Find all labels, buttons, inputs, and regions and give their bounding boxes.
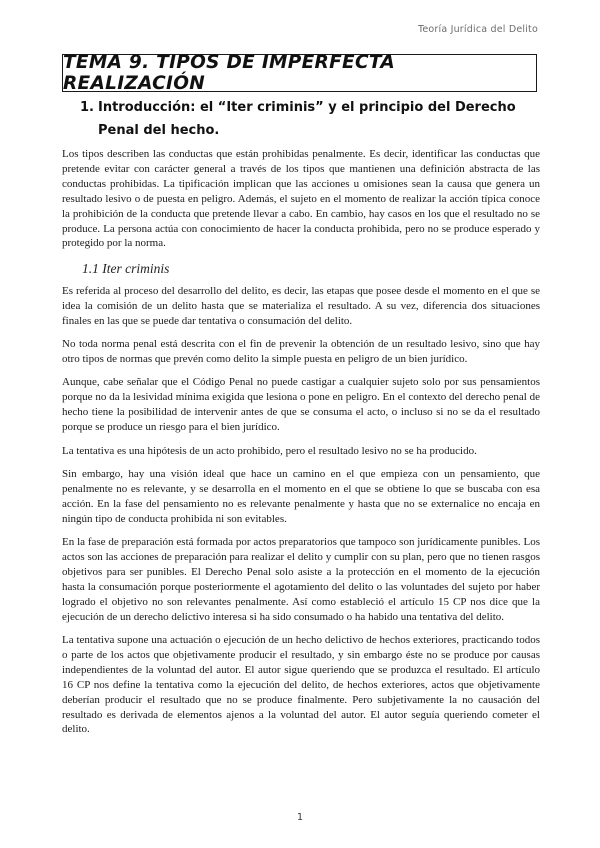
body-paragraph: La tentativa supone una actuación o ejecución de un hecho delictivo de hechos exteriores, practicando todos o parte de los actos que objetivamente producir el resultado, y sin embargo éste no se produce por causas independientes de la voluntad del autor. El autor sigue queriendo que se produzca el resultado. El artículo 16 CP nos define la tentativa como la ejecución del delito, de hechos exteriores, actos que objetivamente deberían producir el resultado que no se produce finalmente. Pero subjetivamente la no causación del resultado es derivada de elementos ajenos a la voluntad del autor. El autor seguía queriendo cometer el delito. [62, 633, 540, 736]
section-heading-text: Introducción: el “Iter criminis” y el principio del Derecho Penal del hecho. [98, 100, 516, 138]
body-paragraph: La tentativa es una hipótesis de un acto prohibido, pero el resultado lesivo no se ha producido. [62, 444, 477, 457]
body-paragraph: Aunque, cabe señalar que el Código Penal no puede castigar a cualquier sujeto solo por sus pensamientos porque no da la lesividad mínima exigida que lesiona o pone en peligro. En el contexto del derecho penal de hecho tiene la posibilidad de intervenir antes de que se consuma el acto, o incluso si no se da el resultado porque se produce un riesgo para el bien jurídico. [62, 376, 540, 434]
chapter-title-box [62, 54, 537, 92]
running-header: Teoría Jurídica del Delito [417, 24, 538, 35]
body-paragraph: Es referida al proceso del desarrollo del delito, es decir, las etapas que posee desde el momento en el que se idea la comisión de un delito hasta que se materializa el resultado. A su vez, diferencia dos situaciones finales en las que se puede dar tentativa o consumación del delito. [62, 284, 540, 327]
document-body [62, 147, 540, 746]
body-paragraph: No toda norma penal está descrita con el fin de prevenir la obtención de un resultado lesivo, sino que hay otro tipos de normas que prevén como delito la simple puesta en peligro de un bien jurídico. [62, 338, 540, 365]
page-number: 1 [296, 812, 304, 823]
body-paragraph: En la fase de preparación está formada por actos preparatorios que tampoco son jurídicamente punibles. Los actos son las acciones de preparación para realizar el delito y cumplir con su plan, pero que no tienen rasgos objetivos para ser punibles. El Derecho Penal solo asiste a la protección en el momento de la ejecución hasta la consumación porque posteriormente el agotamiento del delito o las voluntades del sujeto por haber logrado el objetivo no son relevantes penalmente. Así como estableció el artículo 15 CP nos dice que la ejecución de un derecho delictivo interesa si ha sido consumado o ha habido una tentativa del delito. [62, 536, 540, 623]
section-number: 1. [80, 100, 94, 115]
intro-paragraph: Los tipos describen las conductas que están prohibidas penalmente. Es decir, identificar las conductas que pretende evitar con carácter general a través de los tipos que mantienen una definición abstracta de las conductas prohibidas. La tipificación implican que las acciones u omisiones sean la causa que genera un resultado lesivo o de puesta en peligro. Además, el sujeto en el momento de realizar la acción típica conoce la prohibición de la conducta que pretende llevar a cabo. En cambio, hay casos en los que el resultado no se produce. La persona actúa con conocimiento de hacer la conducta prohibida, pero no se produce esperado y protegido por la norma. [62, 148, 540, 250]
section-heading [80, 96, 535, 142]
subsection-heading: 1.1 Iter criminis [82, 260, 170, 276]
body-paragraph: Sin embargo, hay una visión ideal que hace un camino en el que empieza con un pensamiento, que penalmente no es relevante, y se desarrolla en el momento en el que se obtiene lo que se buscaba con esa acción. En la fase del pensamiento no es relevante penalmente y hasta que no se externalice no encaja en ningún tipo de conducta prohibida ni son evitables. [62, 467, 540, 525]
chapter-title: TEMA 9. TIPOS DE IMPERFECTA REALIZACIÓN [63, 52, 395, 94]
